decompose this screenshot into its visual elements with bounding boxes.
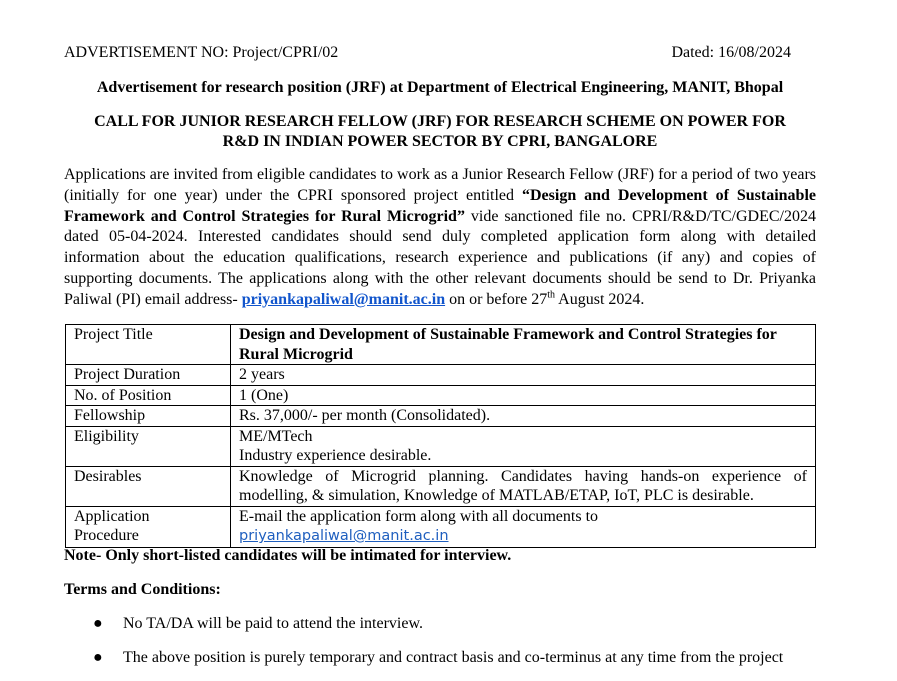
intro-text-4: August 2024.: [555, 290, 645, 308]
intro-project-title: “Design and Development of Sustainable Framework and Control Strategies for Rural Microgrid”: [64, 186, 817, 225]
intro-paragraph: [64, 165, 816, 311]
terms-list: [64, 614, 824, 681]
project-title-text: Design and Development of Sustainable Framework and Control Strategies for Rural Microgrid: [239, 326, 777, 363]
procedure-text: E-mail the application form along with all documents to: [239, 507, 599, 525]
duration-value: 2 years: [231, 365, 816, 386]
procedure-label-line-1: Application: [74, 507, 150, 525]
term-text: No TA/DA will be paid to attend the interview.: [123, 615, 423, 632]
eligibility-value: [231, 426, 816, 466]
eligibility-degree: ME/MTech: [239, 427, 313, 445]
shortlist-note: Note- Only short-listed candidates will be intimated for interview.: [64, 547, 512, 564]
intro-text-2: vide sanctioned file no. CPRI/R&D/TC/GDEC/2024 dated 05-04-2024. Interested candidates should send duly completed application form along with detailed information about the education qualifications, research experience and publications (if any) and copies of supporting documents. The applications along with the other relevant documents should be send to Dr. Priyanka Paliwal (PI) email address-: [64, 207, 816, 308]
procedure-value: [231, 506, 816, 547]
term-text: The above position is purely temporary and contract basis and co-terminus at any time from the project: [123, 648, 784, 666]
table-row: [66, 466, 816, 506]
duration-label: Project Duration: [66, 365, 231, 386]
positions-value: 1 (One): [231, 385, 816, 406]
eligibility-label: Eligibility: [66, 426, 231, 466]
positions-label: No. of Position: [66, 385, 231, 406]
table-row: [66, 385, 816, 406]
fellowship-value: Rs. 37,000/- per month (Consolidated).: [231, 406, 816, 427]
desirables-label: Desirables: [66, 466, 231, 506]
intro-date-suffix: th: [547, 289, 556, 301]
desirables-value: Knowledge of Microgrid planning. Candidates having hands-on experience of modelling, & simulation, Knowledge of MATLAB/ETAP, IoT, PLC is desirable.: [231, 466, 816, 506]
intro-text-1: Applications are invited from eligible candidates to work as a Junior Research Fellow (JRF) for a period of two years (initially for one year) under the CPRI sponsored project entitled: [64, 166, 816, 204]
bullet-icon: ●: [93, 648, 103, 666]
fellowship-label: Fellowship: [66, 406, 231, 427]
table-row: [66, 365, 816, 386]
procedure-email-link[interactable]: priyankapaliwal@manit.ac.in: [239, 528, 449, 544]
eligibility-experience: Industry experience desirable.: [239, 447, 432, 464]
procedure-label-line-2: Procedure: [74, 527, 139, 544]
advertisement-number: ADVERTISEMENT NO: Project/CPRI/02: [64, 44, 339, 61]
table-row: [66, 426, 816, 466]
call-title: [64, 112, 816, 152]
document-header: [64, 43, 791, 64]
terms-heading: Terms and Conditions:: [64, 581, 221, 598]
call-title-line-1: CALL FOR JUNIOR RESEARCH FELLOW (JRF) FOR RESEARCH SCHEME ON POWER FOR: [94, 113, 786, 130]
procedure-label: [66, 506, 231, 547]
bullet-icon: ●: [93, 615, 103, 632]
table-row: [66, 325, 816, 365]
project-title-label: Project Title: [66, 325, 231, 365]
project-title-value: [231, 325, 816, 365]
advertisement-subtitle: Advertisement for research position (JRF) at Department of Electrical Engineering, MANIT, Bhopal: [96, 79, 784, 96]
intro-text-3: on or before 27: [445, 290, 548, 308]
call-title-line-2: R&D IN INDIAN POWER SECTOR BY CPRI, BANGALORE: [222, 133, 658, 150]
position-details-table: [65, 324, 816, 548]
list-item: [64, 614, 824, 635]
advertisement-date: Dated: 16/08/2024: [671, 44, 791, 61]
table-row: [66, 506, 816, 547]
list-item: [64, 648, 824, 669]
table-row: [66, 406, 816, 427]
pi-email-link[interactable]: priyankapaliwal@manit.ac.in: [241, 290, 446, 308]
